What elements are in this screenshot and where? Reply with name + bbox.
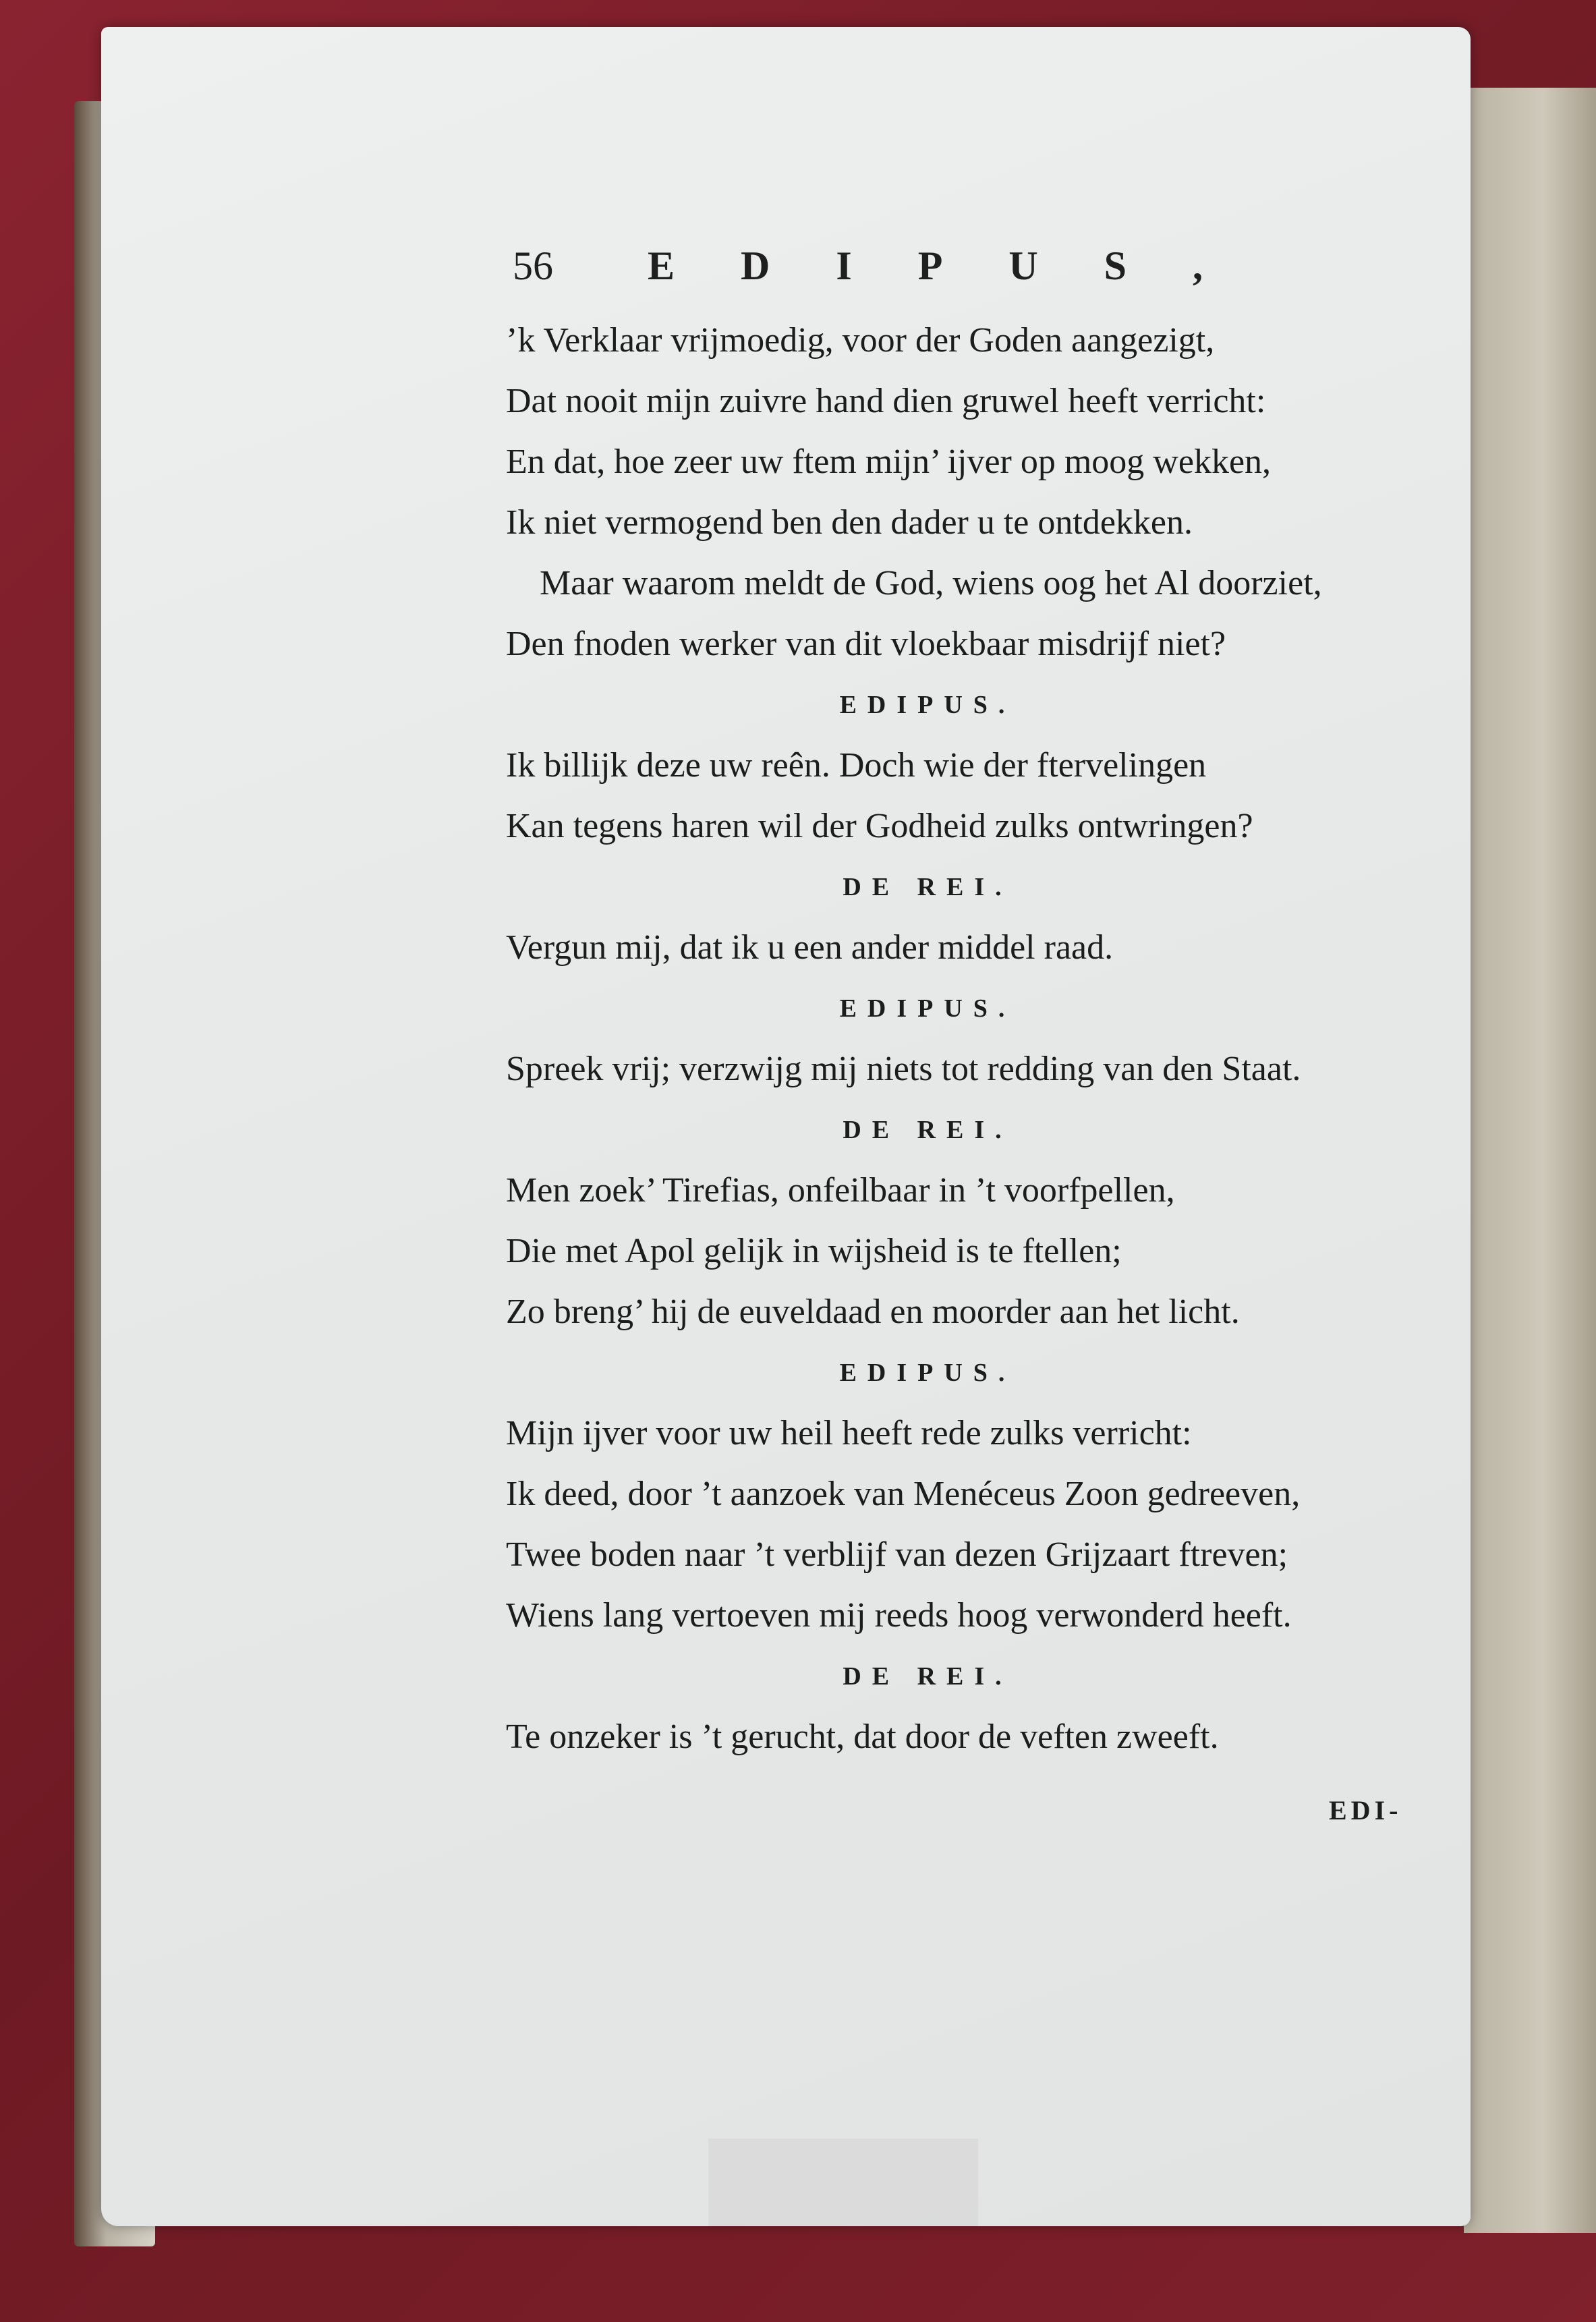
verse-line: Men zoek’ Tirefias, onfeilbaar in ’t voorfpellen, <box>506 1171 1175 1210</box>
running-title: EDIPUS, <box>648 244 1270 288</box>
paper-blemish <box>708 2139 978 2226</box>
verse-line: Twee boden naar ’t verblijf van dezen Grijzaart ftreven; <box>506 1535 1288 1574</box>
speaker-heading: DE REI. <box>843 1116 1013 1144</box>
verse-line: Mijn ijver voor uw heil heeft rede zulks verricht: <box>506 1414 1192 1452</box>
catchword: EDI- <box>1329 1795 1402 1825</box>
verse-line: Maar waarom meldt de God, wiens oog het Al doorziet, <box>540 564 1322 602</box>
verse-line: Ik deed, door ’t aanzoek van Menéceus Zoon gedreeven, <box>506 1475 1301 1513</box>
speaker-heading: DE REI. <box>843 873 1013 901</box>
speaker-heading: DE REI. <box>843 1662 1013 1691</box>
verse-line: Te onzeker is ’t gerucht, dat door de veften zweeft. <box>506 1718 1219 1756</box>
verse-line: En dat, hoe zeer uw ftem mijn’ ijver op moog wekken, <box>506 443 1272 481</box>
speaker-heading: EDIPUS. <box>839 691 1016 719</box>
verse-line: Den fnoden werker van dit vloekbaar misdrijf niet? <box>506 625 1226 663</box>
page-header <box>513 243 1270 297</box>
verse-line: Spreek vrij; verzwijg mij niets tot redding van den Staat. <box>506 1050 1301 1088</box>
verse-line: Zo breng’ hij de euveldaad en moorder aan het licht. <box>506 1293 1240 1331</box>
speaker-heading: EDIPUS. <box>839 1359 1016 1387</box>
verse-line: ’k Verklaar vrijmoedig, voor der Goden aangezigt, <box>506 321 1215 360</box>
verse-line: Die met Apol gelijk in wijsheid is te ftellen; <box>506 1232 1122 1270</box>
speaker-heading: EDIPUS. <box>839 994 1016 1023</box>
verse-line: Kan tegens haren wil der Godheid zulks ontwringen? <box>506 807 1253 845</box>
verse-line: Wiens lang vertoeven mij reeds hoog verwonderd heeft. <box>506 1596 1292 1635</box>
facing-page <box>1464 88 1596 2233</box>
verse-line: Ik billijk deze uw reên. Doch wie der ftervelingen <box>506 746 1207 785</box>
verse-line: Ik niet vermogend ben den dader u te ontdekken. <box>506 503 1193 542</box>
verse-line: Vergun mij, dat ik u een ander middel raad. <box>506 928 1114 967</box>
verse-text-block <box>506 310 1410 1767</box>
page-number: 56 <box>513 244 553 288</box>
verse-line: Dat nooit mijn zuivre hand dien gruwel heeft verricht: <box>506 382 1266 420</box>
